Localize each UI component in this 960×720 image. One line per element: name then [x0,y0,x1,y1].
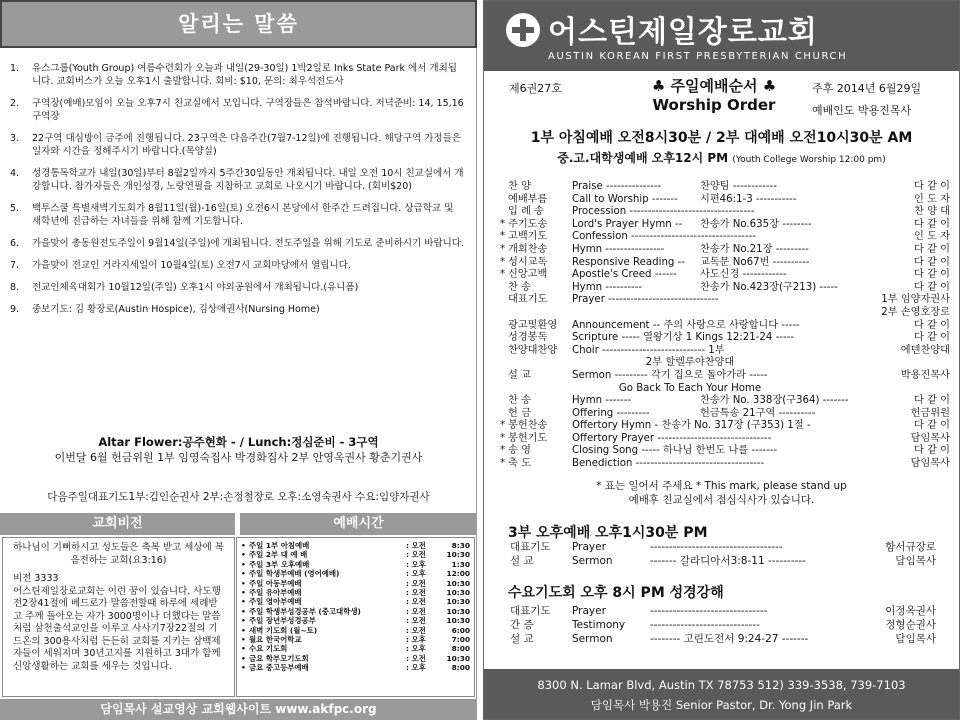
order-item-leader: 담임목사 [910,458,950,470]
church-header [484,1,959,71]
notice-number: 1. [10,63,20,74]
order-item-korean: 성시교독 [508,256,548,268]
notice-text: 중보기도: 김 황장로(Austin Hospice), 김상애권사(Nursing Home) [32,304,320,315]
service-ampm: : 오전 [406,606,426,616]
order-item-leader: 다 같 이 [914,332,950,344]
service3-title: 3부 오후예배 오후1시30분 PM [508,525,708,541]
bulletin-date: 주후 2014년 6월29일 [812,82,922,95]
service-ampm: : 오전 [406,541,426,550]
order-row [500,244,950,257]
notices-page [0,0,477,720]
service-name: 주일 학생부성경공부 (중고대학생) [249,606,361,616]
order-item-detail: Go Back To Each Your Home [618,382,762,394]
service-name: 주일 2부 대 예 배 [249,550,308,560]
service-time: 10:30 [446,616,470,626]
notice-item [6,202,464,228]
service-name: 주일 3부 오후예배 [249,559,310,569]
notice-number: 2. [10,98,20,109]
notice-item [6,303,464,316]
service-name: 주일 1부 아침예배 [249,541,310,550]
wed-cell-c: -------- 고린도전서 9:24-27 ------- [650,633,809,645]
vision-verse: 하나님이 기뻐하시고 성도들은 축복 받고 세상에 복음전하는 교회(요3:16) [13,542,224,566]
order-item-leader: 인 도 자 [914,193,950,205]
wed-cell-d: 이정옥권사 [885,605,936,617]
service-time: 10:30 [446,588,470,598]
service-time: 10:30 [446,550,470,560]
order-item-korean: 대표기도 [508,294,548,306]
order-item-english: Benediction ----------------------------------- [572,458,765,470]
service-ampm: : 오후 [406,569,426,579]
wed-row [510,618,936,632]
notice-item [6,62,464,88]
bullet-icon: • [241,663,246,673]
service-time: 8:30 [451,541,470,550]
order-item-english: Apostle's Creed ------ [572,269,677,281]
wed-row [510,632,936,646]
order-item-korean: 찬 양 [508,181,531,192]
order-row [500,345,950,358]
order-row [500,194,950,207]
order-item-english: Hymn ------- [572,395,632,407]
service-name: 주일 학생부예배 (영어예배) [249,569,340,579]
order-item-korean: 성경봉독 [508,332,548,344]
order-item-korean: 찬 송 [508,395,531,407]
order-item-korean: 신앙고백 [508,269,548,281]
worship-notes [484,479,959,507]
notice-text: 백투스쿨 특별새벽기도회가 8월11일(월)-16일(토) 오전6시 본당에서 한주간 드려집니다. 상급학교 및 새학년에 진급하는 자녀들을 위해 함께 기도합니다. [32,203,454,227]
notice-text: 가을맞이 전교인 거라지세일이 10월4일(토) 오전7시 교회마당에서 열립니다. [32,260,351,271]
finance-committee-line: 이번달 6월 헌금위원 1부 임영숙집사 박경화집사 2부 안영옥권사 황춘기권사 [54,451,423,464]
order-item-korean: 주기도송 [508,218,548,230]
notice-number: 9. [10,304,20,315]
order-row [500,332,950,345]
order-item-leader: 다 같 이 [914,256,950,268]
notice-item [6,167,464,193]
order-title-korean: ♣ 주일예배순서 ♣ [651,77,777,95]
vision-header: 교회비전 [0,513,235,535]
flower-line: Altar Flower:공주현화 - / Lunch:정심준비 - 3구역 [98,435,379,449]
order-row [500,357,950,370]
order-item-english: Hymn ---------- [572,281,643,293]
stand-mark: * [500,269,506,281]
wed-cell-d: 정형순권사 [885,619,936,631]
order-item-detail: 찬양팀 ------------ [700,181,777,192]
service-name: 금요 중고등부예배 [249,663,309,673]
service-time: 10:30 [446,597,470,607]
bullet-icon: • [241,644,246,654]
order-item-english: Scripture ----- 열왕기상 1 Kings 12:21-24 ----- [572,332,795,344]
service-times-box [236,537,475,697]
youth-service-english: (Youth College Worship 12:00 pm) [732,155,886,165]
order-item-korean: 송 영 [508,445,531,457]
order-item-korean: 축 도 [508,458,531,470]
service-time-row [241,588,470,597]
service-time-row [241,541,470,550]
notice-number: 4. [10,168,20,179]
order-item-leader: 인 도 자 [914,231,950,243]
order-item-leader: 다 같 이 [914,243,950,255]
order-item-detail: 찬송가 No.635장 -------- [700,218,812,230]
order-item-detail: 2부 할렐루야찬양대 [645,357,735,369]
order-item-english: Closing Song ----- 하나님 한번도 나를 ------- [572,445,778,457]
order-row [500,206,950,219]
order-item-leader: 다 같 이 [914,319,950,331]
stand-mark: * [500,458,506,470]
bullet-icon: • [241,606,246,616]
stand-mark: * [500,432,506,444]
service-ampm: : 오후 [406,663,426,673]
order-row [500,395,950,408]
youth-service-title [484,149,959,166]
church-name: 어스틴제일장로교회 [548,15,818,50]
bullet-icon: • [241,569,246,579]
bullet-icon: • [241,578,246,588]
order-item-korean: 찬 송 [508,281,531,293]
order-item-detail: 시편46:1-3 ----------- [700,193,797,205]
service-time-row [241,644,470,653]
service-ampm: : 오전 [406,597,426,607]
service-time: 12:00 [446,569,470,579]
order-item-english: Announcement -- 주의 사랑으로 사랑합니다 ----- [572,319,800,331]
service-name: 새벽 기도회 (월~토) [249,625,318,635]
order-row [500,445,950,458]
order-of-worship [500,181,950,471]
order-item-leader: 헌금위원 [910,407,950,419]
order-row [500,219,950,232]
bullet-icon: • [241,541,246,550]
service-ampm: : 오전 [406,625,426,635]
bulletin-page [483,0,960,720]
wed-cell-c: ----------------------------- [650,619,760,631]
notice-number: 3. [10,133,20,144]
order-item-detail: 찬송가 No.423장(구213) ----- [700,281,838,293]
order-item-detail: 헌금특송 21구역 ---------- [700,407,816,419]
bullet-icon: • [241,635,246,645]
stand-mark: * [500,231,506,243]
bullet-icon: • [241,597,246,607]
service-ampm: : 오후 [406,559,426,569]
service-name: 월요 한국어학교 [249,635,302,645]
notice-text: 전교인체육대회가 10월12일(주일) 오후1시 야외공원에서 개최됩니다.(유니폼) [32,282,359,293]
order-row [500,433,950,446]
order-item-leader: 다 같 이 [914,281,950,293]
order-item-leader: 박용진목사 [900,369,950,381]
order-item-english: Prayer ------------------------------ [572,294,719,306]
order-item-leader: 찬 양 대 [914,206,950,218]
order-item-leader: 다 같 이 [914,395,950,407]
vision-text: 어스틴제일장로교회는 이런 꿈이 있습니다. 사도행전2장41절에 베드로가 말씀전할때 하루에 세례받고 주께 돌아오는 자가 3000명이나 더했다는 말씀처럼 삼천출석교인을 이루고 사사기7장22절의 기드온의 300용사처럼 든든히 교회를 지키는 삼백제자들이 세워지며 30년고지를 지원하고 3대가 함께 신앙생활하는 교회를 세우는 것입니다. [13,585,221,672]
wed-row [510,604,936,618]
stand-mark: * [500,243,506,255]
notices-header: 알리는 말씀 [0,0,477,48]
order-item-leader: 다 같 이 [914,420,950,432]
senior-pastor: 담임목사 박용진 Senior Pastor, Dr. Yong Jin Park [590,698,853,712]
service3-cell-b: Sermon [572,555,613,567]
service-ampm: : 오전 [406,550,426,560]
stand-mark: * [500,445,506,457]
order-title-english: Worship Order [652,96,776,114]
order-row [500,383,950,396]
order-row [500,282,950,295]
order-item-english: Sermon --------- 각기 집으로 돌아가라 ----- [572,369,768,381]
service3-cell-d: 담임목사 [895,555,936,567]
notice-number: 6. [10,238,20,249]
notice-text: 구역장(예배)모임이 오늘 오후7시 친교실에서 모입니다. 구역장들은 참석바랍니다. 저녁준비: 14, 15,16구역장 [32,98,464,122]
order-item-english: Offertory Hymn - 찬송가 No. 317장 (구353) 1절 - [572,420,811,432]
order-item-leader: 다 같 이 [914,181,950,192]
order-item-leader: 다 같 이 [914,269,950,281]
worship-leader: 예배인도 박용진목사 [812,104,912,117]
service-time: 10:30 [446,578,470,588]
order-item-english: Confession ---------------------------------- [572,231,757,243]
service-name: 금요 학부모기도회 [249,653,309,663]
order-item-english: Offertory Prayer ------------------------------- [572,432,772,444]
service-time-row [241,626,470,635]
service-time-row [241,569,470,578]
notice-item [6,97,464,123]
cross-logo-icon [506,13,540,47]
issue-number: 제6권27호 [509,82,562,95]
service3-cell-c: ----------------------------------- [650,541,783,553]
order-row [500,294,950,307]
prayer-duty-line: 다음주일대표기도1부:김인순권사 2부:손정철장로 오후:소영숙권사 수요:임양자권사 [47,491,430,503]
wed-cell-b: Prayer [572,605,606,617]
order-item-leader: 담임목사 [910,432,950,444]
wednesday-title: 수요기도회 오후 8시 PM 성경강해 [508,585,724,601]
service-time: 10:30 [446,606,470,616]
service-name: 주일 장년부성경공부 [249,616,316,626]
order-row [500,320,950,333]
bullet-icon: • [241,616,246,626]
wed-cell-a: 대표기도 [510,605,551,617]
notice-item [6,132,464,158]
service-time-row [241,616,470,625]
order-row [500,408,950,421]
bullet-icon: • [241,559,246,569]
worship-order-title [614,77,814,115]
order-item-english: Responsive Reading -- [572,256,685,268]
order-row [500,420,950,433]
order-item-korean: 봉헌찬송 [508,420,548,432]
service-ampm: : 오후 [406,635,426,645]
service-time: 7:00 [451,635,470,645]
order-item-leader: 1부 임양자권사 [881,294,950,306]
service-ampm: : 오전 [406,616,426,626]
service-name: 수요 기도회 [249,644,288,654]
lunch-note: 예배후 친교실에서 점심식사가 있습니다. [628,494,815,506]
order-item-english: Call to Worship ------- [572,193,678,205]
notice-text: 성경통독학교가 내일(30일)부터 8월2일까지 5주간30일동안 개최됩니다. 내일 오전 10시 친교실에서 개강합니다. 참가자들은 개인성경, 노랑연필을 지참하고 교회로 나오시기 바랍니다. (회비$20) [32,168,464,192]
service-time-header: 예배시간 [240,513,477,535]
order-row [500,269,950,282]
service-time-row [241,597,470,606]
wed-cell-b: Testimony [572,619,626,631]
order-item-leader: 2부 손영호장로 [881,306,950,318]
order-item-leader: 다 같 이 [914,218,950,230]
order-item-detail: 사도신경 ------------ [700,269,787,281]
order-item-english: Praise --------------- [572,181,662,192]
notice-text: 22구역 대심방이 금주에 진행됩니다. 23구역은 다음주간(7월7-12일)에 진행됩니다. 해당구역 가정들은 일자와 시간을 정해주시기 바랍니다.(목양실) [32,133,461,157]
notice-item [6,281,464,294]
order-item-korean: 개회찬송 [508,243,548,255]
service-time: 6:00 [451,625,470,635]
order-item-leader: 에덴찬양대 [900,344,950,356]
service-time-row [241,579,470,588]
service-ampm: : 오후 [406,644,426,654]
notice-text: 유스그룹(Youth Group) 여름수련회가 오늘과 내일(29-30일) 1박2일로 Inks State Park 에서 개최됩니다. 교회버스가 오늘 오후1시 출발합니다. 회비: $10, 문의: 최우석전도사 [32,63,457,87]
service3-cell-d: 함서규장로 [885,541,936,553]
order-row [500,370,950,383]
church-name-english: AUSTIN KOREAN FIRST PRESBYTERIAN CHURCH [548,51,848,62]
flower-lunch-block [0,435,477,465]
service-time-row [241,550,470,559]
service-time-row [241,654,470,663]
service3-row [510,554,936,568]
order-item-korean: 헌 금 [508,407,531,419]
order-row [500,257,950,270]
service3-cell-b: Prayer [572,541,606,553]
service3-cell-a: 설 교 [510,555,534,567]
service-time: 1:30 [451,559,470,569]
order-row [500,307,950,320]
notice-number: 7. [10,260,20,271]
notice-item [6,237,464,250]
order-item-english: Choir ---------------------------- 1부 [572,344,725,356]
service-time: 8:00 [451,663,470,673]
service3-cell-c: ------- 갈라디아서3:8-11 ---------- [650,555,806,567]
bullet-icon: • [241,588,246,598]
wednesday-order [510,604,936,646]
order-item-leader: 다 같 이 [914,445,950,457]
stand-mark: * [500,420,506,432]
notice-item [6,259,464,272]
order-item-korean: 설 교 [508,369,531,381]
order-item-english: Procession ---------------------------------- [572,206,755,218]
notice-number: 5. [10,203,20,214]
notice-number: 8. [10,282,20,293]
service-time: 8:00 [451,644,470,654]
service-name: 주일 아동부예배 [249,578,302,588]
order-item-korean: 광고및환영 [508,319,558,331]
service-time-row [241,635,470,644]
service3-order [510,540,936,568]
order-item-english: Offering --------- [572,407,650,419]
order-item-detail: 찬송가 No.21장 --------- [700,243,809,255]
bullet-icon: • [241,625,246,635]
service3-row [510,540,936,554]
notice-text: 가을맞이 총동원전도주일이 9월14일(주일)에 개최됩니다. 전도주일을 위해 기도로 준비하시기 바랍니다. [32,238,465,249]
bullet-icon: • [241,550,246,560]
notices-list [6,62,464,325]
bullet-icon: • [241,653,246,663]
order-item-english: Hymn ---------------- [572,243,665,255]
vision-code: 비전 3333 [13,573,59,584]
wed-cell-b: Sermon [572,633,613,645]
service-name: 주일 영아부예배 [249,597,302,607]
wed-cell-d: 담임목사 [895,633,936,645]
stand-note: * 표는 일어서 주세요 * This mark, please stand up [596,480,847,492]
order-item-detail: 찬송가 No. 338장(구364) ------- [700,395,849,407]
wed-cell-c: ------------------------------- [650,605,768,617]
service-time-row [241,607,470,616]
vision-box [2,537,235,697]
order-item-korean: 입 례 송 [508,206,544,218]
order-row [500,458,950,471]
order-row [500,181,950,194]
order-item-korean: 예배부름 [508,193,548,205]
service3-cell-a: 대표기도 [510,541,551,553]
order-item-korean: 고백기도 [508,231,548,243]
church-footer [484,669,959,719]
service-time-row [241,560,470,569]
order-item-english: Lord's Prayer Hymn -- [572,218,683,230]
service-ampm: : 오전 [406,578,426,588]
stand-mark: * [500,218,506,230]
youth-service-label: 중.고.대학생예배 오후12시 PM [557,151,729,165]
order-item-detail: 교독문 No67번 ---------- [700,256,810,268]
order-item-korean: 봉헌기도 [508,432,548,444]
wed-cell-a: 설 교 [510,633,534,645]
wed-cell-a: 간 증 [510,619,534,631]
church-address: 8300 N. Lamar Blvd, Austin TX 78753 512) 339-3538, 739-7103 [537,678,906,692]
order-item-korean: 찬양대찬양 [508,344,558,356]
stand-mark: * [500,256,506,268]
service-ampm: : 오전 [406,588,426,598]
left-footer: 담임목사 설교영상 교회웹사이트 www.akfpc.org [0,699,477,720]
service-ampm: : 오전 [406,653,426,663]
service-name: 주일 유아부예배 [249,588,302,598]
service-time-row [241,663,470,672]
order-row [500,231,950,244]
service1-title: 1부 아침예배 오전8시30분 / 2부 대예배 오전10시30분 AM [530,130,913,146]
service-time: 10:30 [446,653,470,663]
